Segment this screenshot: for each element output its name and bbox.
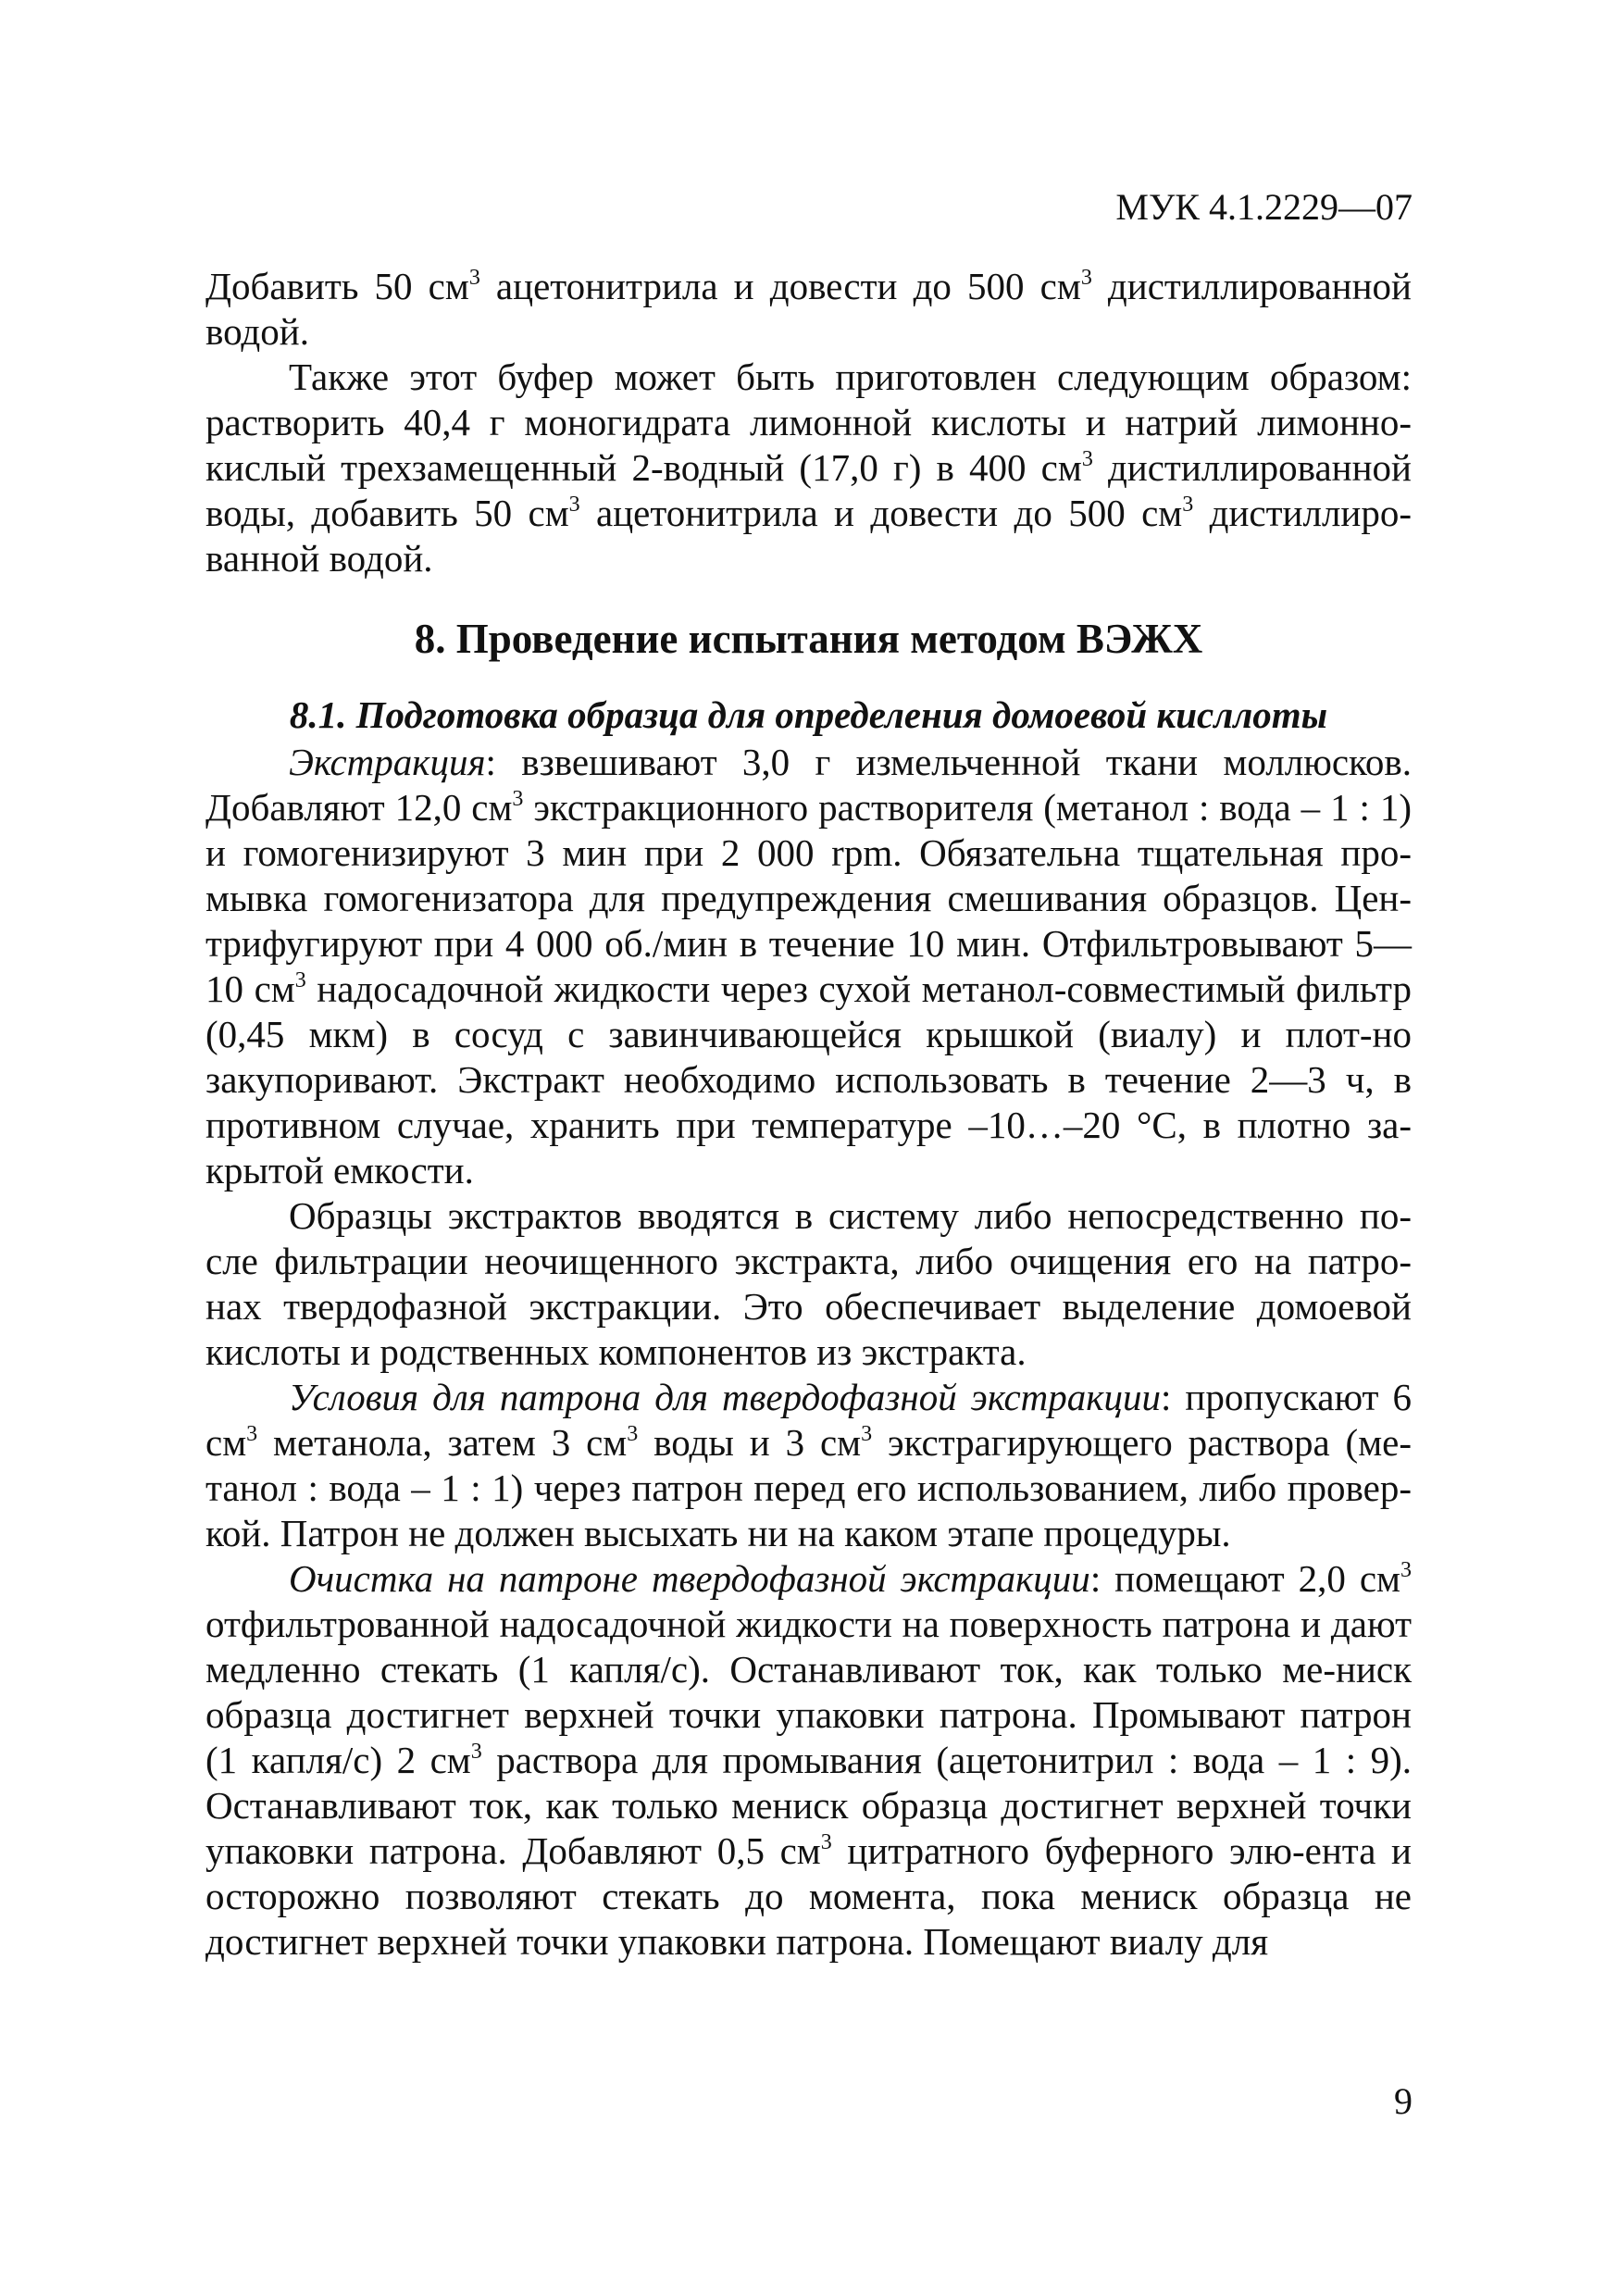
- text-run: раствора для промывания (ацетонитрил : вода – 1 : 9). Останавливают ток, как только мениск образца достигнет верхней точки упаковки патрона. Добавляют 0,5 см: [205, 1739, 1412, 1872]
- text-run: отфильтрованной надосадочной жидкости на поверхность патрона и дают медленно стекать (1 капля/с). Останавливают ток, как только ме-ниск образца достигнет верхней точки упаковки патрона. Промывают патрон (1 капля/с) 2 см: [205, 1603, 1412, 1781]
- superscript: 3: [1080, 266, 1092, 290]
- superscript: 3: [820, 1830, 832, 1854]
- superscript: 3: [470, 1740, 482, 1764]
- text-run: Добавить 50 см: [205, 265, 469, 307]
- text-run: метанола, затем 3 см: [257, 1421, 628, 1464]
- paragraph-extraction: [205, 740, 1412, 1193]
- page-number: 9: [1394, 2080, 1413, 2122]
- superscript: 3: [861, 1422, 873, 1446]
- document-code-header: МУК 4.1.2229—07: [1115, 186, 1413, 228]
- superscript: 3: [1182, 493, 1194, 517]
- subsection-heading: 8.1. Подготовка образца для определения домоевой кисллоты: [289, 693, 1328, 736]
- text-run: надосадочной жидкости через сухой метанол-совместимый фильтр (0,45 мкм) в сосуд с завинчивающейся крышкой (виалу) и плот-но закупоривают. Экстракт необходимо использовать в течение 2—3 ч, в противном случае, хранить при температуре –10…–20 °С, в плотно за-крытой емкости.: [205, 967, 1412, 1192]
- text-run: : взвешивают 3,0 г измельченной ткани моллюсков. Добавляют 12,0 см: [205, 741, 1412, 829]
- text-run: : помещают 2,0 см: [1089, 1557, 1400, 1600]
- superscript: 3: [627, 1422, 639, 1446]
- text-run: ацетонитрила и довести до 500 см: [479, 265, 1081, 307]
- paragraph-cartridge-conditions: [205, 1375, 1412, 1556]
- text-run: цитратного буферного элю-ента и осторожно позволяют стекать до момента, пока мениск образца не достигнет верхней точки упаковки патрона. Помещают виалу для: [205, 1829, 1412, 1963]
- paragraph-sample-injection: Образцы экстрактов вводятся в систему либо непосредственно по-сле фильтрации неочищенного экстракта, либо очищения его на патро-нах твердофазной экстракции. Это обеспечивает выделение домоевой кислоты и родственных компонентов из экстракта.: [205, 1194, 1412, 1373]
- text-run: воды и 3 см: [638, 1421, 862, 1464]
- text-run: дистиллированной воды, добавить 50 см: [205, 446, 1412, 534]
- paragraph-buffer-alternative: [205, 355, 1412, 581]
- section-heading: 8. Проведение испытания методом ВЭЖХ: [414, 616, 1203, 662]
- paragraph-cartridge-cleanup: [205, 1556, 1412, 1965]
- text-run: : пропускают 6 см: [205, 1376, 1412, 1464]
- text-run: экстрагирующего раствора (ме-танол : вода – 1 : 1) через патрон перед его использованием, либо провер-кой. Патрон не должен высыхать ни на каком этапе процедуры.: [205, 1421, 1412, 1554]
- superscript: 3: [294, 968, 306, 992]
- text-run: ацетонитрила и довести до 500 см: [579, 492, 1183, 534]
- superscript: 3: [512, 787, 524, 811]
- italic-term: Экстракция: [289, 741, 486, 783]
- superscript: 3: [568, 493, 580, 517]
- italic-term: Условия для патрона для твердофазной экстракции: [289, 1376, 1161, 1418]
- superscript: 3: [1081, 447, 1093, 471]
- italic-term: Очистка на патроне твердофазной экстракции: [289, 1557, 1090, 1600]
- superscript: 3: [468, 266, 480, 290]
- text-run: экстракционного растворителя (метанол : вода – 1 : 1) и гомогенизируют 3 мин при 2 000 rpm. Обязательна тщательная про-мывка гомогенизатора для предупреждения смешивания образцов. Цен-трифугируют при 4 000 об./мин в течение 10 мин. Отфильтровывают 5— 10 см: [205, 786, 1412, 1010]
- page-body: [205, 264, 1412, 1965]
- superscript: 3: [246, 1422, 258, 1446]
- text-run: дистиллиро-ванной водой.: [205, 492, 1412, 580]
- text-run: дистиллированной водой.: [205, 265, 1412, 353]
- superscript: 3: [1400, 1558, 1412, 1582]
- paragraph-buffer-dilution: [205, 264, 1412, 355]
- text-run: Также этот буфер может быть приготовлен следующим образом: растворить 40,4 г моногидрата лимонной кислоты и натрий лимонно-кислый трехзамещенный 2-водный (17,0 г) в 400 см: [205, 356, 1412, 489]
